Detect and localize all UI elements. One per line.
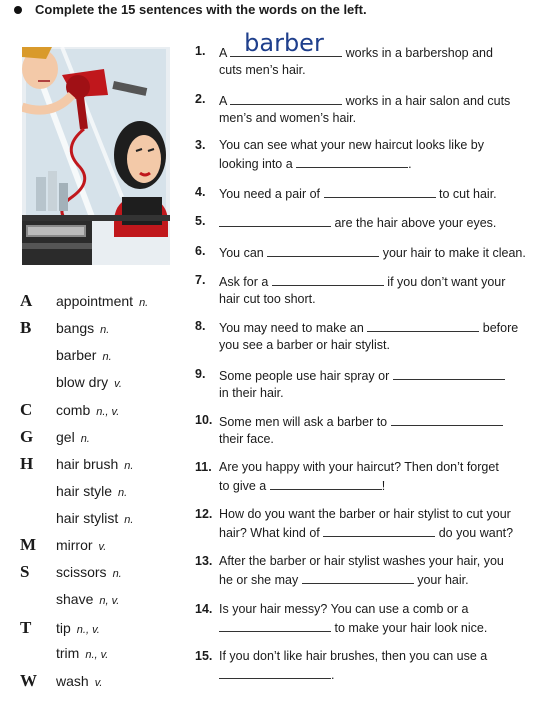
- question-number: 6.: [195, 244, 206, 258]
- answer-blank[interactable]: [323, 523, 435, 537]
- question-8: 8. You may need to make an before you see a barber or hair stylist.: [195, 319, 519, 352]
- word-letter: H: [20, 454, 34, 473]
- answer-blank[interactable]: [219, 213, 331, 227]
- question-number: 10.: [195, 413, 213, 427]
- part-of-speech: n., v.: [96, 406, 120, 418]
- part-of-speech: n.: [80, 433, 90, 445]
- question-15: 15. If you don’t like hair brushes, then you can use a .: [195, 649, 488, 682]
- question-13: 13. After the barber or hair stylist washes your hair, you he or she may your hair.: [195, 554, 504, 587]
- question-number: 15.: [195, 649, 213, 663]
- answer-blank[interactable]: [324, 184, 436, 198]
- word-letter: M: [20, 535, 37, 554]
- bullet-icon: [14, 6, 22, 14]
- part-of-speech: n.: [102, 351, 112, 363]
- question-number: 4.: [195, 185, 206, 199]
- question-number: 8.: [195, 319, 206, 333]
- word-text: appointment: [56, 293, 134, 309]
- instruction-heading: Complete the 15 sentences with the words on the left.: [14, 2, 367, 17]
- question-number: 1.: [195, 44, 206, 58]
- part-of-speech: n, v.: [99, 595, 120, 607]
- question-7: 7. Ask for a if you don’t want your hair cut too short.: [195, 273, 506, 306]
- question-4: 4. You need a pair of to cut hair.: [195, 185, 497, 201]
- part-of-speech: v.: [94, 677, 103, 689]
- answer-blank[interactable]: [230, 91, 342, 105]
- answer-blank[interactable]: [367, 318, 479, 332]
- question-number: 13.: [195, 554, 213, 568]
- word-letter: B: [20, 318, 32, 337]
- answer-blank[interactable]: [391, 412, 503, 426]
- word-text: comb: [56, 402, 91, 418]
- word-letter: C: [20, 400, 33, 419]
- word-text: tip: [56, 620, 71, 636]
- part-of-speech: n., v.: [76, 624, 100, 636]
- word-letter: W: [20, 671, 37, 690]
- answer-blank[interactable]: [270, 476, 382, 490]
- part-of-speech: v.: [98, 541, 107, 553]
- word-letter: G: [20, 427, 34, 446]
- word-text: hair brush: [56, 456, 119, 472]
- part-of-speech: n.: [118, 487, 128, 499]
- question-number: 3.: [195, 138, 206, 152]
- question-number: 14.: [195, 602, 213, 616]
- handwritten-answer: barber: [244, 29, 324, 57]
- question-2: 2. A works in a hair salon and cuts men’s and women’s hair.: [195, 92, 511, 125]
- word-text: blow dry: [56, 374, 109, 390]
- part-of-speech: n.: [139, 297, 149, 309]
- answer-blank[interactable]: [272, 272, 384, 286]
- part-of-speech: n.: [100, 324, 110, 336]
- word-letter: A: [20, 291, 33, 310]
- hair-salon-illustration: [22, 47, 170, 265]
- question-number: 7.: [195, 273, 206, 287]
- part-of-speech: n.: [124, 514, 134, 526]
- word-text: wash: [56, 673, 89, 689]
- question-number: 12.: [195, 507, 213, 521]
- question-10: 10. Some men will ask a barber to their face.: [195, 412, 535, 448]
- word-text: barber: [56, 347, 97, 363]
- question-12: 12. How do you want the barber or hair stylist to cut your hair? What kind of do you want?: [195, 507, 514, 540]
- part-of-speech: v.: [114, 378, 122, 390]
- answer-blank[interactable]: [302, 570, 414, 584]
- word-text: gel: [56, 429, 75, 445]
- answer-blank[interactable]: [230, 29, 342, 57]
- part-of-speech: n.: [124, 460, 134, 472]
- answer-blank[interactable]: [219, 665, 331, 679]
- word-letter: T: [20, 618, 32, 637]
- question-number: 2.: [195, 92, 206, 106]
- answer-blank[interactable]: [393, 366, 505, 380]
- question-number: 5.: [195, 214, 206, 228]
- question-number: 11.: [195, 460, 212, 474]
- part-of-speech: n., v.: [85, 649, 109, 661]
- word-text: hair style: [56, 483, 113, 499]
- word-text: bangs: [56, 320, 95, 336]
- question-11: 11. Are you happy with your haircut? Then don’t forget to give a !: [195, 460, 499, 493]
- question-number: 9.: [195, 367, 206, 381]
- word-text: shave: [56, 591, 94, 607]
- question-14: 14. Is your hair messy? You can use a comb or a to make your hair look nice.: [195, 602, 488, 635]
- question-1: 1. A barber works in a barbershop and cuts men’s hair.: [195, 29, 493, 77]
- word-text: hair stylist: [56, 510, 119, 526]
- question-9: 9. Some people use hair spray or in their hair.: [195, 366, 535, 402]
- word-text: mirror: [56, 537, 93, 553]
- word-text: scissors: [56, 564, 107, 580]
- answer-blank[interactable]: [267, 243, 379, 257]
- part-of-speech: n.: [112, 568, 122, 580]
- word-text: trim: [56, 645, 80, 661]
- answer-blank[interactable]: [219, 618, 331, 632]
- answer-blank[interactable]: [296, 154, 408, 168]
- question-5: 5. are the hair above your eyes.: [195, 214, 497, 230]
- question-6: 6. You can your hair to make it clean.: [195, 244, 526, 260]
- question-3: 3. You can see what your new haircut looks like by looking into a .: [195, 138, 484, 171]
- word-letter: S: [20, 562, 30, 581]
